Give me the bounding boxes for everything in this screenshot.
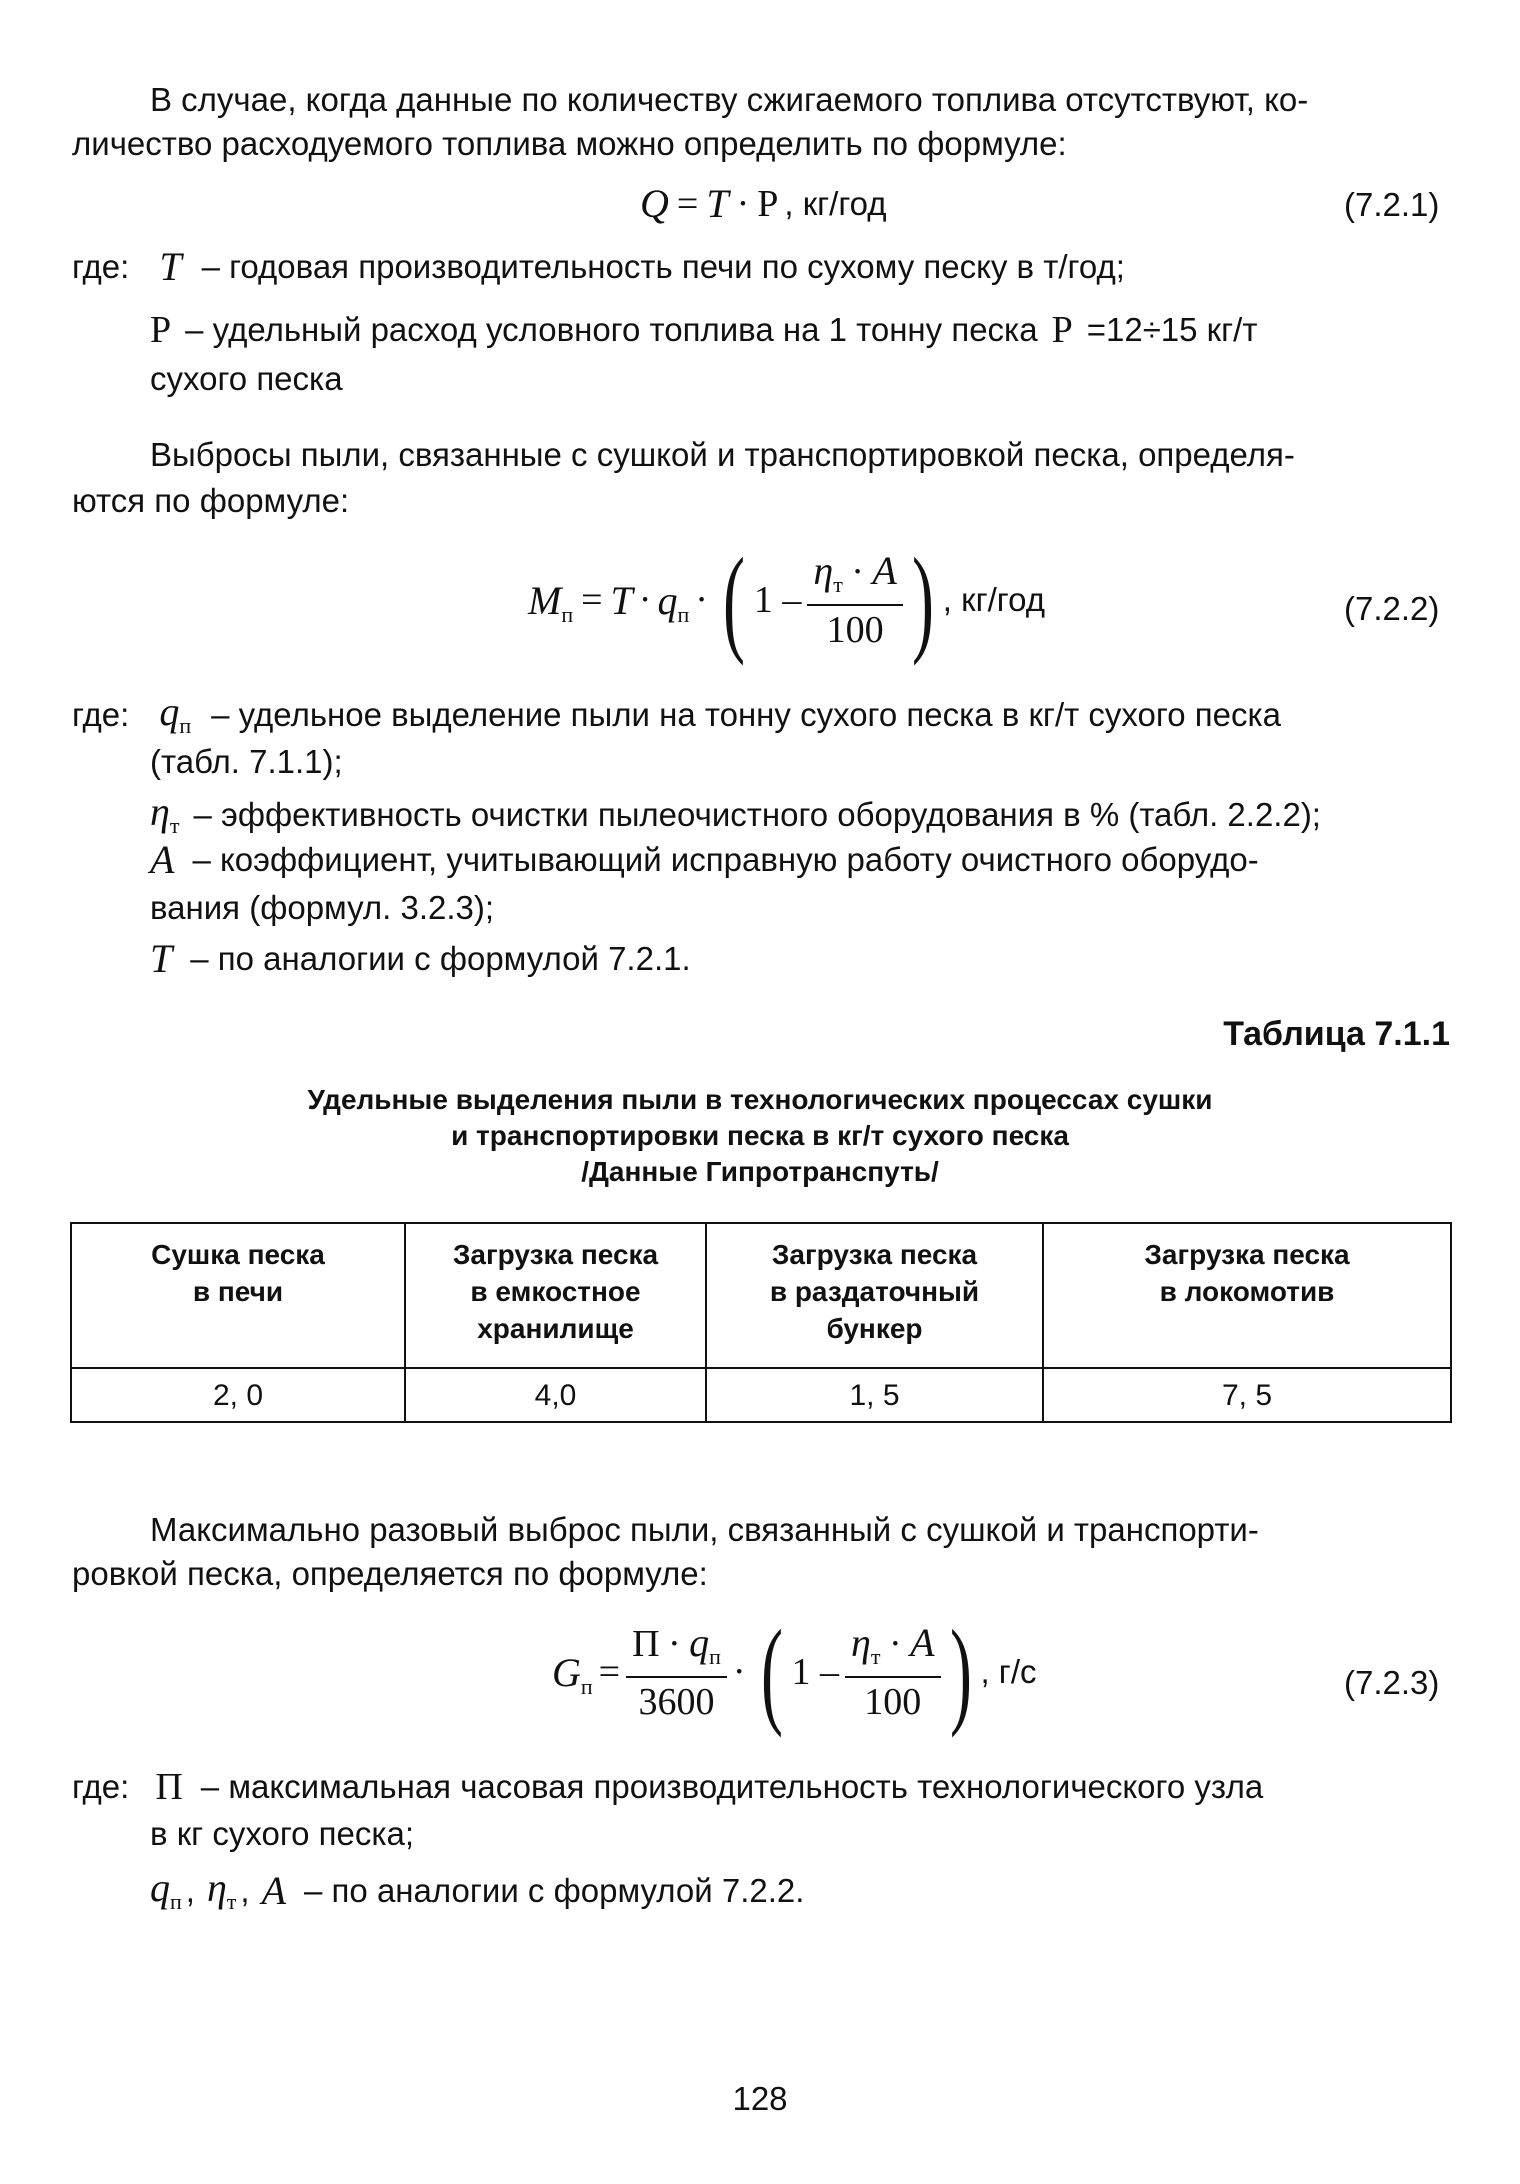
where1-p-symbol: Р xyxy=(150,309,172,351)
formula3-dot-2: · xyxy=(732,1651,746,1693)
where2-t-symbol: T xyxy=(150,936,173,981)
where3-pi-desc-b: в кг сухого песка; xyxy=(150,1815,415,1852)
header-line: Загрузка песка xyxy=(771,1239,978,1270)
where1-p-symbol-2: Р xyxy=(1051,309,1073,351)
left-paren-icon: ( xyxy=(722,533,745,666)
header-line: бункер xyxy=(826,1313,923,1344)
formula3-q xyxy=(689,1619,721,1669)
formula3-a: A xyxy=(910,1619,935,1665)
formula2-m-letter: M xyxy=(528,577,562,623)
header-line: хранилище xyxy=(477,1313,634,1344)
formula3-denominator-1: 3600 xyxy=(638,1680,715,1723)
page-number: 128 xyxy=(732,2080,788,2117)
where1-t-desc: – годовая производительность печи по сухому песку в т/год; xyxy=(201,248,1125,285)
value-drying: 2, 0 xyxy=(71,1368,405,1422)
where1-p-desc-a: – удельный расход условного топлива на 1 тонну песка xyxy=(185,311,1038,348)
table-row xyxy=(71,1368,1451,1422)
formula3-numerator-2 xyxy=(845,1621,940,1678)
formula-7-2-3 xyxy=(552,1605,1037,1738)
where1-p-line xyxy=(150,308,1257,352)
where3-label: где: xyxy=(72,1768,130,1805)
formula3-one-minus: 1 – xyxy=(791,1651,840,1693)
where3-desc: – по аналогии с формулой 7.2.2. xyxy=(304,1872,805,1909)
where2-q-symbol xyxy=(159,690,191,740)
where2-label: где: xyxy=(72,696,130,733)
where2-eta-line xyxy=(150,790,1321,840)
formula1-number: (7.2.1) xyxy=(1344,186,1440,223)
where3-q-symbol xyxy=(150,1866,182,1916)
right-paren-icon: ) xyxy=(949,1605,972,1738)
formula2-q-letter: q xyxy=(657,577,678,623)
formula1-dot: · xyxy=(736,182,750,225)
where2-a-desc-a: – коэффициент, учитывающий исправную работу очистного оборудо- xyxy=(192,841,1259,878)
formula3-unit: , г/с xyxy=(980,1653,1037,1690)
header-loading-into-locomotive xyxy=(1043,1223,1451,1368)
where2-q-sub: п xyxy=(179,713,192,738)
formula2-eq: = xyxy=(581,579,603,621)
where3-pi-line xyxy=(72,1765,1263,1809)
where2-q-letter: q xyxy=(159,689,180,734)
where3-eta-sub: т xyxy=(226,1889,237,1914)
header-line: Сушка песка xyxy=(151,1239,325,1270)
formula2-unit: , кг/год xyxy=(942,581,1045,618)
formula2-eta-letter: η xyxy=(813,547,834,593)
where3-pi-desc-a: – максимальная часовая производительность технологического узла xyxy=(200,1768,1264,1805)
header-line: в емкостное xyxy=(470,1276,641,1307)
formula2-denominator: 100 xyxy=(826,608,884,651)
where1-t-symbol: T xyxy=(159,244,182,289)
value-hopper: 1, 5 xyxy=(706,1368,1043,1422)
value-locomotive: 7, 5 xyxy=(1043,1368,1451,1422)
right-paren-icon: ) xyxy=(911,533,934,666)
formula2-q-sub: п xyxy=(677,601,690,627)
table-caption-line-2: и транспортировки песка в кг/т сухого песка xyxy=(451,1120,1069,1151)
formula2-one-minus: 1 – xyxy=(753,579,802,621)
value-storage: 4,0 xyxy=(405,1368,706,1422)
where3-q-letter: q xyxy=(150,1865,170,1910)
formula3-g-sub: п xyxy=(580,1673,593,1699)
where2-eta-sub: т xyxy=(169,813,180,838)
formula1-p: Р xyxy=(757,182,779,225)
formula3-eq: = xyxy=(598,1651,621,1693)
where3-q-line xyxy=(150,1866,804,1916)
formula2-eta xyxy=(813,547,843,597)
header-line: Загрузка песка xyxy=(452,1239,659,1270)
formula3-g-letter: G xyxy=(552,1649,581,1695)
formula2-fraction xyxy=(807,549,902,652)
dust-line-1: Выбросы пыли, связанные с сушкой и транспортировкой песка, определя- xyxy=(150,436,1295,473)
header-loading-into-storage xyxy=(405,1223,706,1368)
formula1-lhs: Q xyxy=(640,181,669,226)
formula3-q-letter: q xyxy=(689,1619,710,1665)
where3-a-symbol: A xyxy=(261,1868,287,1913)
formula-7-2-2 xyxy=(528,533,1045,666)
formula3-pi: П xyxy=(632,1622,660,1665)
max-line-1: Максимально разовый выброс пыли, связанный с сушкой и транспорти- xyxy=(150,1511,1259,1548)
table-caption-line-1: Удельные выделения пыли в технологических процессах сушки xyxy=(307,1084,1213,1115)
formula-7-2-1 xyxy=(640,180,887,227)
formula3-eta-letter: η xyxy=(851,1619,871,1665)
where1-t-line xyxy=(72,245,1125,289)
intro-line-1: В случае, когда данные по количеству сжигаемого топлива отсутствуют, ко- xyxy=(150,81,1309,118)
max-line-2: ровкой песка, определяется по формуле: xyxy=(72,1555,708,1592)
where2-t-line xyxy=(150,937,691,981)
formula2-m xyxy=(528,577,574,627)
dust-line-2: ются по формуле: xyxy=(72,482,350,519)
where3-q-sub: п xyxy=(170,1889,182,1914)
where1-p-desc-b: =12÷15 кг/т xyxy=(1086,311,1258,348)
header-line: Загрузка песка xyxy=(1144,1239,1350,1270)
where1-p-desc-c: сухого песка xyxy=(150,360,343,397)
where3-comma-2: , xyxy=(240,1872,250,1909)
formula2-dot-3: · xyxy=(851,550,864,593)
formula2-m-sub: п xyxy=(561,601,574,627)
formula3-numerator-1 xyxy=(626,1621,727,1678)
where2-eta-symbol xyxy=(150,790,179,840)
where1-label: где: xyxy=(72,248,130,285)
formula2-q xyxy=(657,577,690,627)
formula3-denominator-2: 100 xyxy=(864,1680,922,1723)
where2-eta-desc: – эффективность очистки пылеочистного оборудования в % (табл. 2.2.2); xyxy=(193,796,1321,833)
formula3-dot-1: · xyxy=(668,1622,681,1665)
where3-comma-1: , xyxy=(185,1872,195,1909)
where2-q-line xyxy=(72,690,1281,740)
formula3-q-sub: п xyxy=(709,1643,721,1669)
where2-t-desc: – по аналогии с формулой 7.2.1. xyxy=(190,940,691,977)
header-line: в печи xyxy=(192,1276,284,1307)
header-loading-into-hopper xyxy=(706,1223,1043,1368)
formula3-fraction-1 xyxy=(626,1621,727,1724)
formula3-fraction-2 xyxy=(845,1621,940,1724)
where3-eta-symbol xyxy=(207,1866,236,1916)
formula3-eta-sub: т xyxy=(870,1643,881,1669)
formula3-eta xyxy=(851,1619,881,1669)
table-label: Таблица 7.1.1 xyxy=(1223,1015,1450,1053)
header-line: в раздаточный xyxy=(769,1276,980,1307)
header-drying-in-furnace xyxy=(71,1223,405,1368)
where2-eta-letter: η xyxy=(150,789,170,834)
where2-q-desc-b: (табл. 7.1.1); xyxy=(150,743,343,780)
table-caption-line-3: /Данные Гипротранспуть/ xyxy=(581,1156,939,1187)
where3-eta-letter: η xyxy=(206,1865,227,1910)
left-paren-icon: ( xyxy=(760,1605,783,1738)
formula2-dot-2: · xyxy=(695,579,708,621)
table-header-row xyxy=(71,1223,1451,1368)
formula2-dot-1: · xyxy=(638,579,652,621)
where2-a-line xyxy=(150,838,1259,882)
formula2-t: T xyxy=(610,577,633,623)
where3-pi-symbol: П xyxy=(155,1766,183,1808)
formula3-g xyxy=(552,1649,593,1699)
formula1-t: T xyxy=(706,181,729,226)
dust-emission-table xyxy=(70,1222,1452,1423)
header-line: в локомотив xyxy=(1159,1276,1335,1307)
intro-line-2: личество расходуемого топлива можно определить по формуле: xyxy=(72,125,1067,162)
where2-q-desc-a: – удельное выделение пыли на тонну сухого песка в кг/т сухого песка xyxy=(211,696,1281,733)
formula2-number: (7.2.2) xyxy=(1344,590,1440,627)
formula3-number: (7.2.3) xyxy=(1344,1664,1440,1701)
formula2-eta-sub: т xyxy=(833,571,843,597)
where2-a-symbol: A xyxy=(150,837,175,882)
formula1-eq: = xyxy=(676,182,699,225)
formula1-unit: , кг/год xyxy=(784,184,887,222)
formula3-dot-3: · xyxy=(888,1622,902,1665)
formula2-numerator xyxy=(807,549,902,606)
where2-a-desc-b: вания (формул. 3.2.3); xyxy=(150,889,495,926)
formula2-a: A xyxy=(872,547,897,593)
